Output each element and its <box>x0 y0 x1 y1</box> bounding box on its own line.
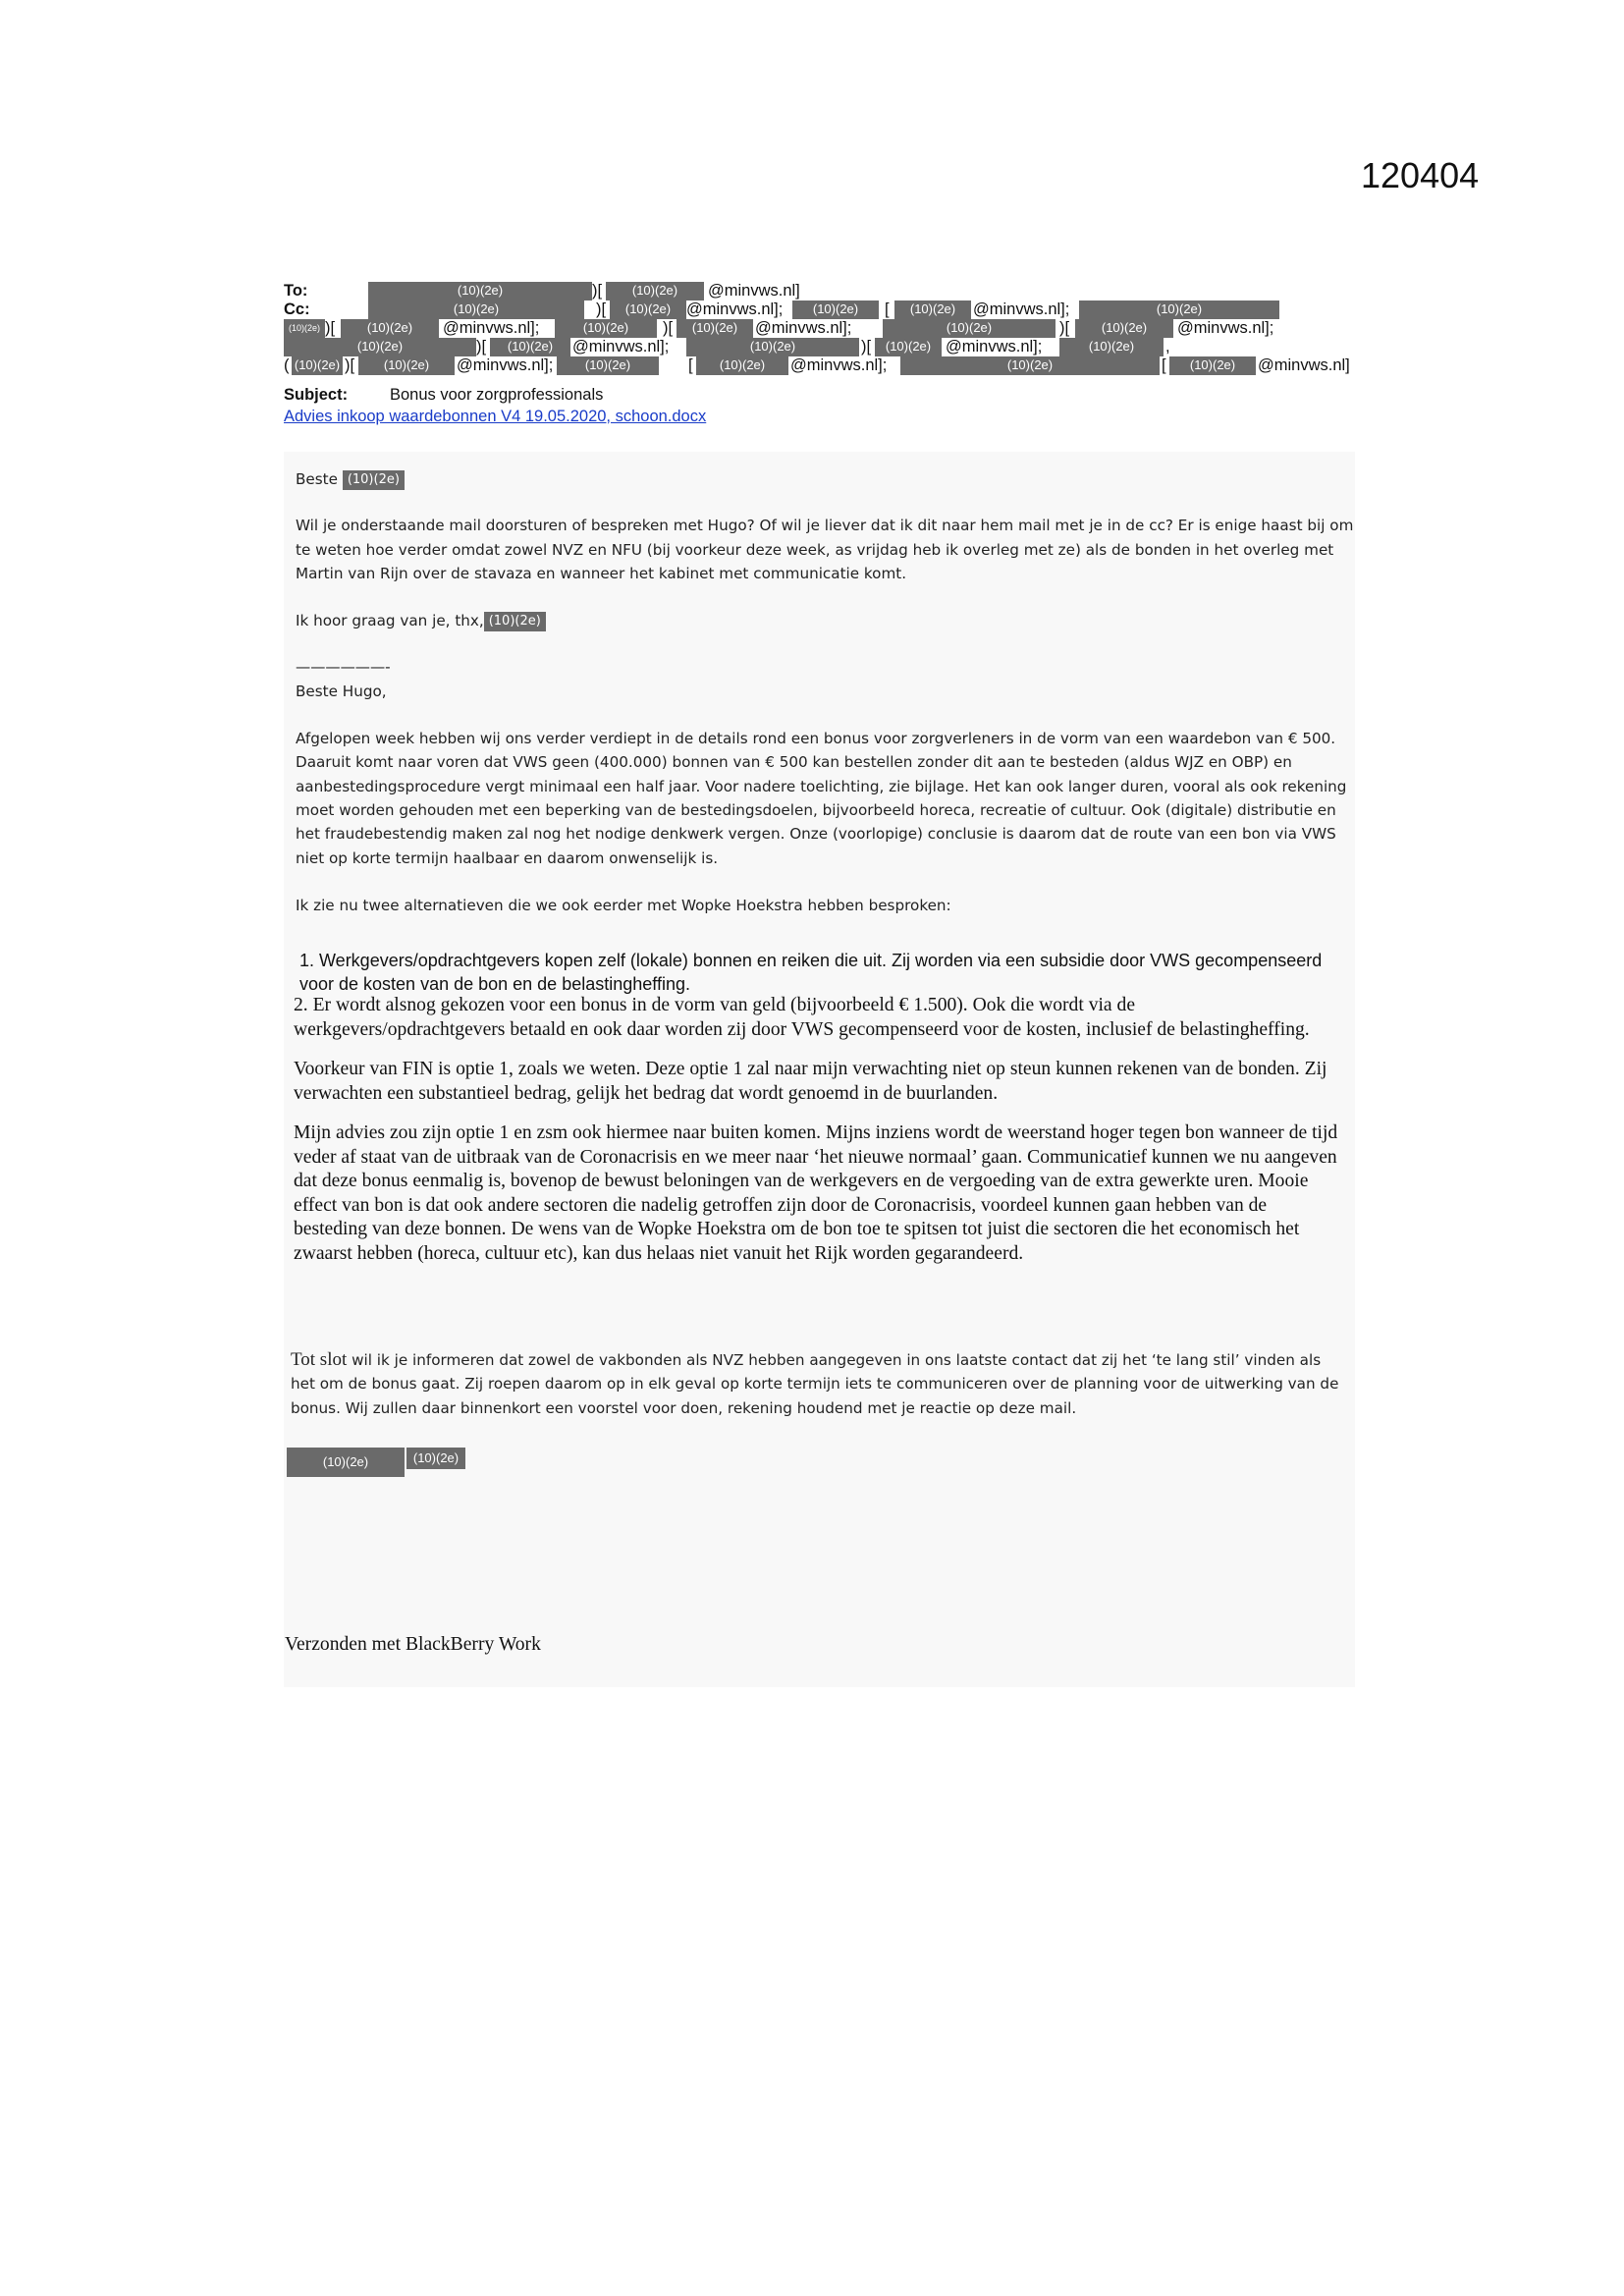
redaction: (10)(2e) <box>677 319 753 338</box>
subject-label: Subject: <box>284 386 349 404</box>
redaction: (10)(2e) <box>484 612 546 631</box>
cc-row-3 <box>284 338 1364 356</box>
paragraph <box>291 1348 1347 1420</box>
redaction: (10)(2e) <box>284 319 325 338</box>
message-body-serif <box>294 994 1344 1266</box>
signature-redaction: (10)(2e) <box>406 1448 465 1469</box>
redaction: (10)(2e) <box>358 356 455 375</box>
bracket: [ <box>1162 356 1166 374</box>
bracket: )[ <box>345 356 355 374</box>
redaction: (10)(2e) <box>883 319 1056 338</box>
redaction: (10)(2e) <box>368 282 592 301</box>
closing-text: wil ik je informeren dat zowel de vakbonden als NVZ hebben aangegeven in ons laatste contact dat zij het ‘te lang stil’ vinden als het om de bonus gaat. Zij roepen daarom op in elk geval op korte termijn iets te communiceren over de planning voor de uitwerking van de bonus. Wij zullen daar binnenkort een voorstel voor doen, rekening houdend met je reactie op deze mail. <box>291 1351 1339 1417</box>
redaction: (10)(2e) <box>341 319 439 338</box>
email-domain: @minvws.nl]; <box>755 319 852 337</box>
option-2: 2. Er wordt alsnog gekozen voor een bonus in de vorm van geld (bijvoorbeeld € 1.500). Ook die wordt via de werkgevers/opdrachtgevers betaald en ook daar worden zij door VWS gecompenseerd voor de kosten, inclusief de belastingheffing. <box>294 995 1310 1040</box>
paragraph: Voorkeur van FIN is optie 1, zoals we weten. Deze optie 1 zal naar mijn verwachting niet op steun kunnen rekenen van de bonden. Zij verwachten een substantieel bedrag, gelijk het bedrag dat wordt genoemd in de buurlanden. <box>294 1059 1327 1104</box>
cc-label: Cc: <box>284 301 310 318</box>
signature-redaction: (10)(2e) <box>287 1448 405 1477</box>
email-domain: @minvws.nl]; <box>572 338 670 355</box>
bracket: )[ <box>596 301 607 318</box>
bracket: ( <box>284 356 290 374</box>
bracket: [ <box>885 301 890 318</box>
message-closing <box>291 1348 1347 1420</box>
redaction: (10)(2e) <box>555 319 657 338</box>
redaction: (10)(2e) <box>343 470 405 490</box>
redaction: (10)(2e) <box>292 356 343 375</box>
redaction: (10)(2e) <box>606 282 704 301</box>
comma: , <box>1165 338 1170 355</box>
subject-row <box>284 386 1364 405</box>
closing-line <box>296 609 1356 632</box>
greeting <box>296 467 1356 491</box>
paragraph: Afgelopen week hebben wij ons verder verdiept in de details rond een bonus voor zorgverleners in de vorm van een waardebon van € 500. Daaruit komt naar voren dat VWS geen (400.000) bonnen van € 500 kan bestellen zonder dit aan te besteden (aldus WJZ en OBP) en aanbestedingsprocedure vergt minimaal een half jaar. Voor nadere toelichting, zie bijlage. Het kan ook langer duren, vooral als ook rekening moet worden gehouden met een beperking van de bestedingsdoelen, bijvoorbeeld horeca, recreatie of cultuur. Ook (digitale) distributie en het fraudebestendig maken zal nog het nodige denkwerk vergen. Onze (voorlopige) conclusie is daarom dat de route van een bon via VWS niet op korte termijn haalbaar en daarom onwenselijk is. <box>296 730 1347 867</box>
email-domain: @minvws.nl]; <box>946 338 1043 355</box>
redaction: (10)(2e) <box>1059 338 1164 356</box>
redaction: (10)(2e) <box>696 356 788 375</box>
subject-value: Bonus voor zorgprofessionals <box>390 386 604 404</box>
bracket: )[ <box>325 319 336 337</box>
redaction: (10)(2e) <box>1079 301 1279 319</box>
greeting-text: Beste <box>296 470 338 488</box>
to-row <box>284 282 1364 301</box>
closing-text: Ik hoor graag van je, thx, <box>296 612 484 630</box>
bracket: )[ <box>592 282 603 300</box>
redaction: (10)(2e) <box>1075 319 1173 338</box>
bracket: )[ <box>476 338 487 355</box>
redaction: (10)(2e) <box>284 338 476 356</box>
redaction: (10)(2e) <box>894 301 971 319</box>
redaction: (10)(2e) <box>557 356 659 375</box>
sent-footer: Verzonden met BlackBerry Work <box>285 1634 541 1655</box>
paragraph: Wil je onderstaande mail doorsturen of bespreken met Hugo? Of wil je liever dat ik dit naar hem mail met je in de cc? Er is enige haast bij om te weten hoe verder omdat zowel NVZ en NFU (bij voorkeur deze week, as vrijdag heb ik overleg met ze) als de bonden in het overleg met Martin van Rijn over de stavaza en wanneer het kabinet met communicatie komt. <box>296 517 1354 582</box>
email-domain: @minvws.nl] <box>1258 356 1350 374</box>
closing-lead: Tot slot <box>291 1349 348 1370</box>
bracket: [ <box>688 356 693 374</box>
greeting-2: Beste Hugo, <box>296 682 387 700</box>
message-intro <box>296 467 1356 917</box>
paragraph: Ik zie nu twee alternatieven die we ook eerder met Wopke Hoekstra hebben besproken: <box>296 896 951 914</box>
redaction: (10)(2e) <box>686 338 859 356</box>
cc-row <box>284 301 1364 319</box>
redaction: (10)(2e) <box>368 301 584 319</box>
paragraph: Mijn advies zou zijn optie 1 en zsm ook hiermee naar buiten komen. Mijns inziens wordt de weerstand hoger tegen bon wanneer de tijd veder af staat van de uitbraak van de Coronacrisis en we meer naar ‘het nieuwe normaal’ gaan. Communicatief kunnen we nu aangeven dat deze bonus eenmalig is, bovenop de bewust beloningen van de werkgevers en de vergoeding van de extra gewerkte uren. Mooie effect van bon is dat ook andere sectoren die nadelig getroffen zijn door de Coronacrisis, voordeel kunnen gaan hebben van de besteding van deze bonnen. De wens van de Wopke Hoekstra om de bon toe te spitsen tot juist die sectoren die het economisch het zwaarst hebben (horeca, cultuur etc), kan dus helaas niet vanuit het Rijk worden gegarandeerd. <box>294 1122 1338 1264</box>
email-domain: @minvws.nl]; <box>1177 319 1274 337</box>
option-1: 1. Werkgevers/opdrachtgevers kopen zelf (lokale) bonnen en reiken die uit. Zij worden via een subsidie door VWS gecompenseerd voor de kosten van de bon en de belastingheffing. <box>299 951 1323 994</box>
email-domain: @minvws.nl] <box>708 282 800 300</box>
bracket: )[ <box>1059 319 1070 337</box>
separator: ——————- <box>296 658 391 677</box>
redaction: (10)(2e) <box>1169 356 1256 375</box>
redaction: (10)(2e) <box>490 338 570 356</box>
cc-row-4 <box>284 356 1364 375</box>
redaction: (10)(2e) <box>610 301 686 319</box>
bracket: )[ <box>663 319 674 337</box>
email-domain: @minvws.nl]; <box>443 319 540 337</box>
cc-row-2 <box>284 319 1364 338</box>
redaction: (10)(2e) <box>900 356 1160 375</box>
email-domain: @minvws.nl]; <box>790 356 888 374</box>
email-domain: @minvws.nl]; <box>457 356 554 374</box>
redaction: (10)(2e) <box>875 338 942 356</box>
bracket: )[ <box>861 338 872 355</box>
redaction: (10)(2e) <box>792 301 879 319</box>
document-number: 120404 <box>1361 155 1480 195</box>
to-label: To: <box>284 282 308 300</box>
email-domain: @minvws.nl]; <box>686 301 784 318</box>
email-domain: @minvws.nl]; <box>973 301 1070 318</box>
attachment-link[interactable]: Advies inkoop waardebonnen V4 19.05.2020, schoon.docx <box>284 408 707 425</box>
